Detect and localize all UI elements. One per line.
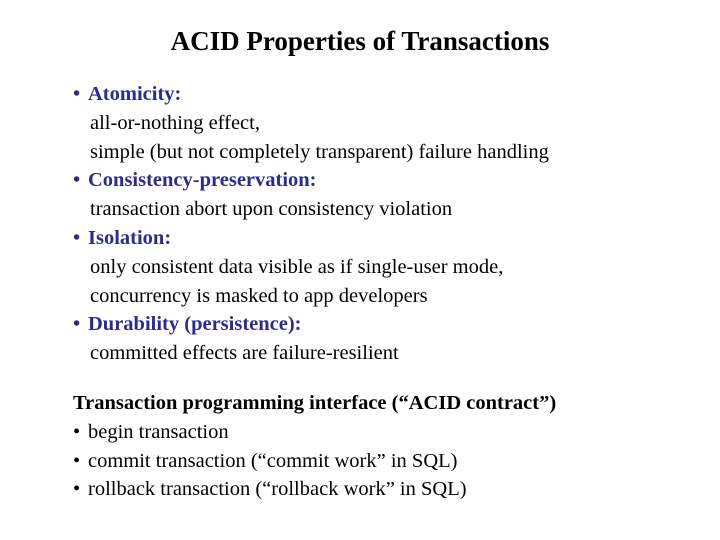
property-heading bbox=[73, 166, 693, 195]
acid-contract-section bbox=[73, 389, 703, 504]
property-description-line: simple (but not completely transparent) failure handling bbox=[90, 140, 549, 163]
operation-text: begin transaction bbox=[88, 420, 229, 443]
property-description-line: all-or-nothing effect, bbox=[90, 111, 260, 134]
bullet-marker: • bbox=[73, 449, 81, 472]
property-heading-text: Atomicity: bbox=[88, 83, 182, 105]
property-consistency bbox=[73, 166, 693, 224]
property-durability bbox=[73, 310, 693, 368]
property-description-line: transaction abort upon consistency violation bbox=[90, 198, 453, 221]
operation-text: commit transaction (“commit work” in SQL) bbox=[88, 449, 458, 472]
property-description-line: only consistent data visible as if single-user mode, bbox=[90, 255, 504, 278]
contract-operation-begin bbox=[73, 418, 703, 447]
operation-text: rollback transaction (“rollback work” in SQL) bbox=[88, 478, 467, 501]
bullet-marker: • bbox=[73, 478, 81, 501]
contract-heading: Transaction programming interface (“ACID contract”) bbox=[73, 392, 557, 414]
contract-operation-rollback bbox=[73, 475, 703, 504]
property-isolation bbox=[73, 224, 693, 310]
property-heading-text: Consistency-preservation: bbox=[88, 169, 317, 192]
property-description-line: committed effects are failure-resilient bbox=[90, 342, 399, 365]
bullet-marker: • bbox=[73, 313, 81, 336]
property-heading bbox=[73, 224, 693, 253]
property-description-line: concurrency is masked to app developers bbox=[90, 284, 428, 307]
bullet-marker: • bbox=[73, 226, 81, 249]
contract-operation-commit bbox=[73, 447, 703, 476]
bullet-marker: • bbox=[73, 420, 81, 443]
property-heading-text: Durability (persistence): bbox=[88, 313, 302, 336]
acid-properties-list bbox=[73, 80, 693, 368]
property-heading bbox=[73, 80, 693, 109]
slide-title: ACID Properties of Transactions bbox=[170, 26, 550, 56]
property-heading-text: Isolation: bbox=[88, 226, 172, 249]
bullet-marker: • bbox=[73, 169, 81, 192]
property-atomicity bbox=[73, 80, 693, 166]
property-heading bbox=[73, 310, 693, 339]
bullet-marker: • bbox=[73, 83, 81, 105]
